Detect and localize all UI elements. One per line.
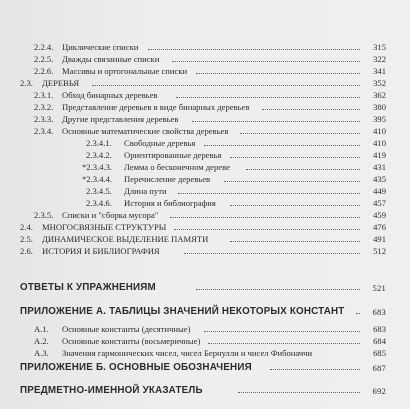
section-number: *2.3.4.3. <box>82 162 113 172</box>
dot-leader <box>204 145 360 146</box>
section-title: Значения гармонических чисел, чисел Бернулли и чисел Фибоначчи <box>62 348 313 358</box>
section-number: 2.3.4.1. <box>86 138 112 148</box>
section-number: A.3. <box>34 348 49 358</box>
dot-leader <box>92 85 360 86</box>
section-number: 2.3.3. <box>34 114 54 124</box>
page-number: 362 <box>373 90 386 100</box>
section-number: 2.4. <box>20 222 33 232</box>
page-number: 410 <box>373 138 386 148</box>
toc-entry <box>0 348 386 359</box>
dot-leader <box>224 181 360 182</box>
dot-leader <box>270 369 360 370</box>
section-title: МНОГОСВЯЗНЫЕ СТРУКТУРЫ <box>42 222 167 232</box>
dot-leader <box>238 392 360 393</box>
section-number: 2.2.4. <box>34 42 54 52</box>
section-title: Перечисление деревьев <box>124 174 211 184</box>
dot-leader <box>196 289 360 290</box>
dot-leader <box>230 157 360 158</box>
toc-entry <box>0 90 386 101</box>
section-title: ИСТОРИЯ И БИБЛИОГРАФИЯ <box>42 246 160 256</box>
section-title: История и библиография <box>124 198 216 208</box>
chapter-title: ОТВЕТЫ К УПРАЖНЕНИЯМ <box>20 282 156 293</box>
section-number: *2.3.4.4. <box>82 174 113 184</box>
chapter-title: ПРИЛОЖЕНИЕ Б. ОСНОВНЫЕ ОБОЗНАЧЕНИЯ <box>20 362 252 373</box>
page-number: 395 <box>373 114 386 124</box>
page-number: 315 <box>373 42 386 52</box>
toc-entry <box>0 234 386 245</box>
toc-chapter <box>0 282 386 294</box>
section-number: 2.3.1. <box>34 90 54 100</box>
section-title: ДЕРЕВЬЯ <box>42 78 80 88</box>
section-title: Списки и "сборка мусора" <box>62 210 159 220</box>
section-number: 2.3.5. <box>34 210 54 220</box>
section-number: A.2. <box>34 336 49 346</box>
dot-leader <box>176 97 360 98</box>
toc-entry <box>0 126 386 137</box>
dot-leader <box>170 217 360 218</box>
section-number: 2.3.4.2. <box>86 150 112 160</box>
dot-leader <box>230 241 360 242</box>
section-title: Лемма о бесконечном дереве <box>124 162 230 172</box>
section-number: 2.3.4.6. <box>86 198 112 208</box>
page-number: 457 <box>373 198 386 208</box>
page-number: 459 <box>373 210 386 220</box>
toc-entry <box>0 138 386 149</box>
section-number: 2.6. <box>20 246 33 256</box>
section-number: A.1. <box>34 324 49 334</box>
toc-chapter <box>0 306 386 318</box>
toc-entry <box>0 78 386 89</box>
toc-entry <box>0 336 386 347</box>
section-title: Массивы и ортогональные списки <box>62 66 188 76</box>
section-title: Дважды связанные списки <box>62 54 160 64</box>
dot-leader <box>204 331 360 332</box>
dot-leader <box>192 121 360 122</box>
toc-entry <box>0 42 386 53</box>
section-title: Циклические списки <box>62 42 139 52</box>
section-title: Ориентированные деревья <box>124 150 222 160</box>
page-number: 692 <box>372 386 386 396</box>
toc-entry <box>0 186 386 197</box>
dot-leader <box>196 73 360 74</box>
toc-entry <box>0 102 386 113</box>
section-title: Обход бинарных деревьев <box>62 90 158 100</box>
dot-leader <box>184 253 360 254</box>
page-number: 684 <box>373 336 386 346</box>
page-number: 476 <box>373 222 386 232</box>
section-number: 2.3.2. <box>34 102 54 112</box>
page-number: 449 <box>373 186 386 196</box>
page-number: 341 <box>373 66 386 76</box>
section-title: Свободные деревья <box>124 138 196 148</box>
toc-entry <box>0 162 386 173</box>
page-number: 491 <box>373 234 386 244</box>
chapter-title: ПРИЛОЖЕНИЕ А. ТАБЛИЦЫ ЗНАЧЕНИЙ НЕКОТОРЫХ КОНСТАНТ <box>20 306 345 317</box>
chapter-title: ПРЕДМЕТНО-ИМЕННОЙ УКАЗАТЕЛЬ <box>20 385 203 396</box>
section-number: 2.3.4. <box>34 126 54 136</box>
page-number: 683 <box>373 324 386 334</box>
page-number: 410 <box>373 126 386 136</box>
page-number: 380 <box>373 102 386 112</box>
toc-entry <box>0 66 386 77</box>
section-number: 2.3.4.5. <box>86 186 112 196</box>
dot-leader <box>174 229 360 230</box>
page-number: 352 <box>373 78 386 88</box>
dot-leader <box>356 313 360 314</box>
page-number: 685 <box>373 348 386 358</box>
toc-chapter <box>0 362 386 374</box>
page-number: 521 <box>372 283 386 293</box>
page-number: 687 <box>372 363 386 373</box>
section-title: Другие представления деревьев <box>62 114 179 124</box>
toc-entry <box>0 150 386 161</box>
section-title: Основные математические свойства деревьев <box>62 126 229 136</box>
section-title: ДИНАМИЧЕСКОЕ ВЫДЕЛЕНИЕ ПАМЯТИ <box>42 234 209 244</box>
page-number: 419 <box>373 150 386 160</box>
section-title: Представление деревьев в виде бинарных деревьев <box>62 102 250 112</box>
dot-leader <box>230 205 360 206</box>
toc-chapter <box>0 385 386 397</box>
dot-leader <box>172 61 360 62</box>
section-number: 2.5. <box>20 234 33 244</box>
dot-leader <box>148 49 360 50</box>
section-title: Длина пути <box>124 186 167 196</box>
dot-leader <box>246 169 360 170</box>
toc-entry <box>0 114 386 125</box>
page-number: 512 <box>373 246 386 256</box>
page-number: 322 <box>373 54 386 64</box>
page-number: 435 <box>373 174 386 184</box>
section-title: Основные константы (восьмеричные) <box>62 336 201 346</box>
toc-entry <box>0 324 386 335</box>
dot-leader <box>178 193 360 194</box>
page-number: 683 <box>372 307 386 317</box>
toc-entry <box>0 210 386 221</box>
toc-entry <box>0 54 386 65</box>
section-number: 2.3. <box>20 78 33 88</box>
section-number: 2.2.5. <box>34 54 54 64</box>
toc-entry <box>0 198 386 209</box>
dot-leader <box>262 109 360 110</box>
toc-entry <box>0 174 386 185</box>
dot-leader <box>240 133 360 134</box>
dot-leader <box>208 343 360 344</box>
toc-entry <box>0 246 386 257</box>
section-title: Основные константы (десятичные) <box>62 324 191 334</box>
page-number: 431 <box>373 162 386 172</box>
toc-entry <box>0 222 386 233</box>
section-number: 2.2.6. <box>34 66 54 76</box>
